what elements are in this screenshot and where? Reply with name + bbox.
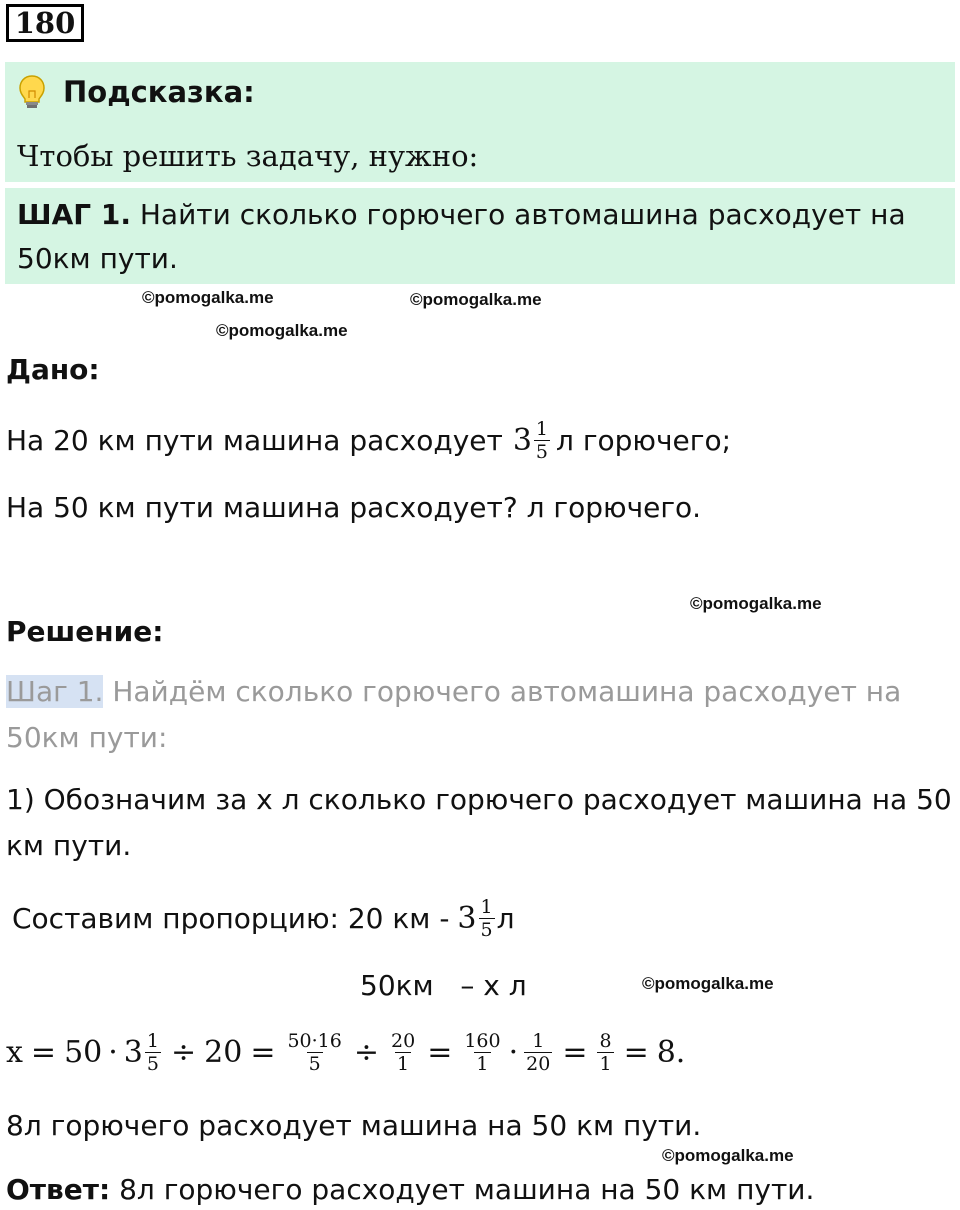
proportion-line1: [12, 896, 515, 941]
mixed-number-int: 3: [457, 900, 477, 936]
hint-step-line2: 50км пути.: [17, 242, 178, 275]
solution-step-line1: [6, 674, 901, 710]
watermark: ©pomogalka.me: [642, 974, 774, 993]
hint-step-label: ШАГ 1.: [17, 198, 131, 231]
hint-step-line1: [17, 197, 906, 233]
fraction: $\frac{1}{5}$: [480, 896, 493, 941]
fraction: $\frac{20}{1}$: [391, 1030, 416, 1075]
hint-title: Подсказка:: [63, 75, 255, 109]
proportion-pre: Составим пропорцию: 20 км -: [12, 901, 450, 935]
answer-text: 8л горючего расходует машина на 50 км пути.: [119, 1173, 815, 1206]
fraction: $\frac{50\cdot 16}{5}$: [287, 1030, 342, 1075]
proportion-line2: 50км – х л: [360, 969, 527, 1002]
proportion-post: л: [496, 901, 515, 935]
watermark: ©pomogalka.me: [410, 290, 542, 309]
watermark: ©pomogalka.me: [690, 594, 822, 613]
given-line2: На 50 км пути машина расходует? л горючего.: [6, 491, 702, 524]
solution-step-text: Найдём сколько горючего автомашина расходует на: [112, 675, 902, 708]
fraction: $\frac{1}{5}$: [535, 418, 549, 463]
fraction: $\frac{160}{1}$: [464, 1030, 501, 1075]
fraction: $\frac{8}{1}$: [599, 1030, 612, 1075]
conclusion: 8л горючего расходует машина на 50 км пути.: [6, 1109, 702, 1142]
mixed-number-int: 3: [512, 422, 532, 458]
given-line1: [6, 418, 731, 463]
equation: x = 50 · 3 $\frac{1}{5}$ ÷ 20 = $\frac{50\cdot 16}{5}$ ÷ $\frac{20}{1}$ = $\frac{160}{1}$ · $\frac{1}{20}$ = $\frac{8}{1}$ = 8.: [6, 1030, 686, 1075]
lightbulb-icon: [17, 74, 47, 110]
answer-label: Ответ:: [6, 1173, 111, 1206]
given-line1-post: л горючего;: [556, 423, 732, 457]
solution-step-line2: 50км пути:: [6, 721, 168, 754]
given-line1-pre: На 20 км пути машина расходует: [6, 423, 503, 457]
item1-line1: 1) Обозначим за х л сколько горючего расходует машина на 50: [6, 783, 952, 816]
watermark: ©pomogalka.me: [216, 321, 348, 340]
hint-step-text: Найти сколько горючего автомашина расходует на: [139, 198, 906, 231]
solution-heading: Решение:: [6, 615, 164, 648]
watermark: ©pomogalka.me: [662, 1146, 794, 1165]
answer-line: [6, 1172, 814, 1208]
hint-step-box: [5, 188, 955, 284]
hint-box: [5, 62, 955, 182]
watermark: ©pomogalka.me: [142, 288, 274, 307]
item1-line2: км пути.: [6, 829, 132, 862]
fraction: $\frac{1}{20}$: [526, 1030, 551, 1075]
equation-result: 8.: [656, 1034, 686, 1070]
given-heading: Дано:: [6, 353, 100, 386]
solution-step-label: Шаг 1.: [6, 675, 104, 708]
task-number: 180: [6, 4, 84, 42]
fraction: $\frac{1}{5}$: [146, 1030, 159, 1075]
hint-intro: Чтобы решить задачу, нужно:: [17, 139, 479, 173]
